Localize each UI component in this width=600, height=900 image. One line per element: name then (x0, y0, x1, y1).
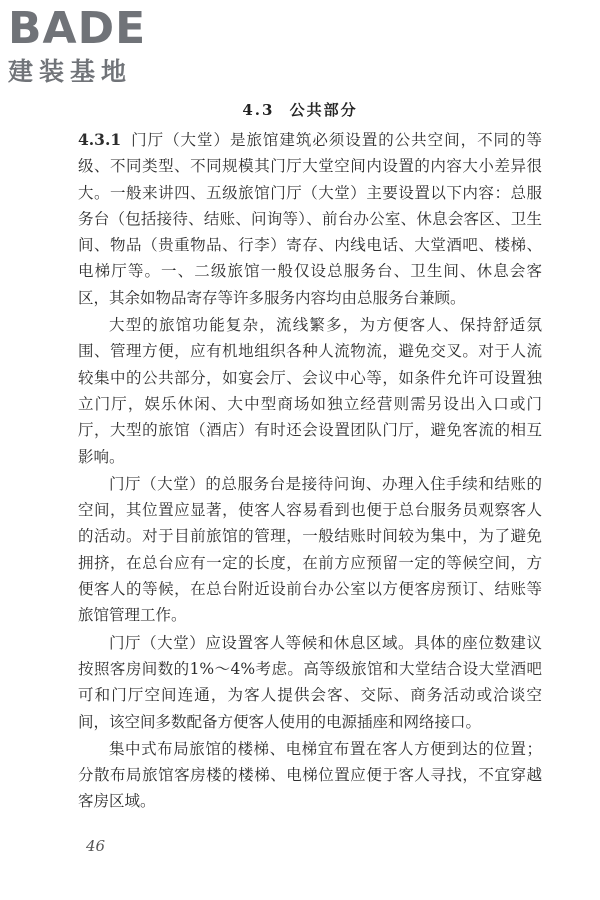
logo-subtitle: 建装基地 (8, 57, 133, 86)
paragraph-5: 集中式布局旅馆的楼梯、电梯宜布置在客人方便到达的位置；分散布局旅馆客房楼的楼梯、电梯位置应便于客人寻找，不宜穿越客房区域。 (78, 739, 542, 811)
section-number: 4.3 (242, 101, 275, 119)
paragraph-4: 门厅（大堂）应设置客人等候和休息区域。具体的座位数建议按照客房间数的1%～4%考虑。高等级旅馆和大堂结合设大堂酒吧可和门厅空间连通，为客人提供会客、交际、商务活动或洽谈空间，该空间多数配备方便客人使用的电源插座和网络接口。 (78, 633, 542, 731)
clause-number: 4.3.1 (78, 130, 122, 149)
bade-logo (8, 3, 176, 90)
section-title-text: 公共部分 (289, 101, 358, 119)
paragraph-1 (78, 127, 542, 311)
paragraph-1-text: 门厅（大堂）是旅馆建筑必须设置的公共空间，不同的等级、不同类型、不同规模其门厅大堂空间内设置的内容大小差异很大。一般来讲四、五级旅馆门厅（大堂）主要设置以下内容：总服务台（包括接待、结账、问询等）、前台办公室、休息会客区、卫生间、物品（贵重物品、行李）寄存、内线电话、大堂酒吧、楼梯、电梯厅等。一、二级旅馆一般仅设总服务台、卫生间、休息会客区，其余如物品寄存等许多服务内容均由总服务台兼顾。 (78, 131, 542, 307)
paragraph-2: 大型的旅馆功能复杂，流线繁多，为方便客人、保持舒适氛围、管理方便，应有机地组织各种人流物流，避免交叉。对于人流较集中的公共部分，如宴会厅、会议中心等，如条件允许可设置独立门厅，娱乐休闲、大中型商场如独立经营则需另设出入口或门厅，大型的旅馆（酒店）有时还会设置团队门厅，避免客流的相互影响。 (78, 316, 542, 466)
paragraph-3: 门厅（大堂）的总服务台是接待问询、办理入住手续和结账的空间，其位置应显著，使客人容易看到也便于总台服务员观察客人的活动。对于目前旅馆的管理，一般结账时间较为集中，为了避免拥挤，在总台应有一定的长度，在前方应预留一定的等候空间，方便客人的等候，在总台附近设前台办公室以方便客房预订、结账等旅馆管理工作。 (78, 474, 542, 625)
logo-wordmark: BADE (8, 3, 147, 54)
section-heading (0, 99, 600, 120)
page-number: 46 (86, 837, 106, 855)
body-text (78, 127, 542, 816)
